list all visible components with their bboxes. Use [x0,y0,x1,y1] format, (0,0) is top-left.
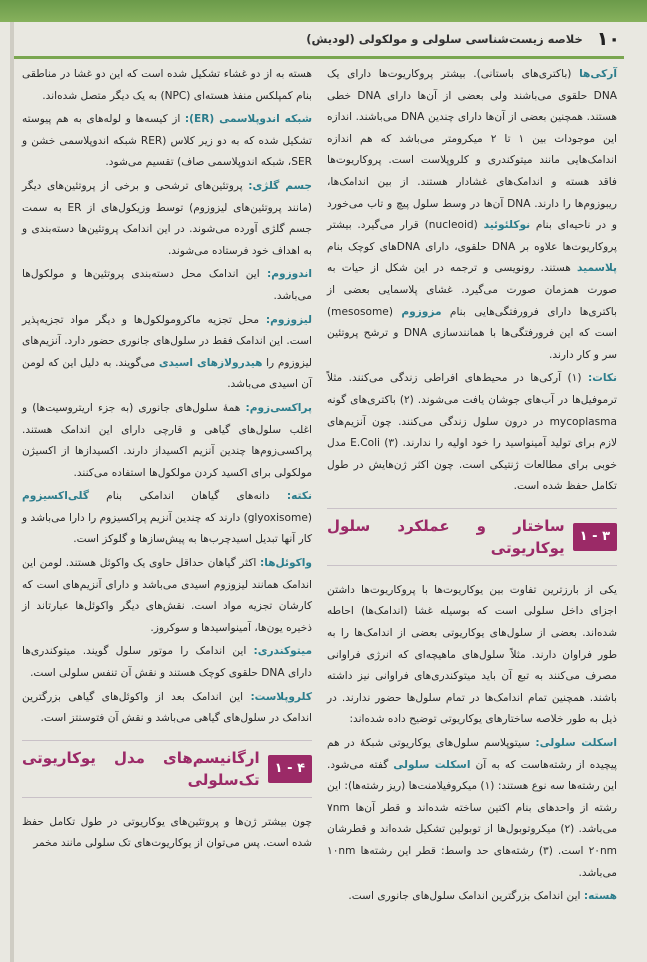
paragraph-model-organisms [22,812,312,855]
keyword: هیدرولازهای اسیدی [158,356,263,369]
body-text: (۱) آرکی‌ها در محیط‌های افراطی زندگی می‌کنند. مثلاً ترموفیل‌ها در آب‌های جوشان یافت می‌شوند. (۲) باکتری‌های گونه mycoplasma در درون سلول زندگی می‌کنند. چون آنزیم‌های لازم برای تولید آمینواسید را خود اولیه را ندارند. (۳) E.Coli مدل خوبی برای مطالعات ژنتیکی است. چون اکثر ژن‌هایش در طول تکامل حفظ شده است. [327,372,617,493]
running-title: خلاصه زیست‌شناسی سلولی و مولکولی (لودیش) [306,32,583,46]
paragraph-lysosome [22,310,312,396]
body-text: (باکتری‌های باستانی). بیشتر پروکاریوت‌ها دارای یک DNA حلقوی می‌باشند ولی بعضی از آن‌ها دارای DNA خطی هستند. همچنین بعضی از آن‌ها دارای چندین DNA می‌باشند. اندازه این موجودات بین ۱ تا ۲ میکرومتر می‌باشد که هم اندازه اندامک‌هایی مانند میتوکندری و کلروپلاست است. پروکاریوت‌ها فاقد هسته و اندامک‌های غشادار هستند. از بین اندامک‌ها، ریبوزوم‌ها را دارند. DNA آن‌ها در وسط سلول پیچ و تاب می‌خورد و در ناحیه‌ای بنام [327,68,617,232]
paragraph-archaea [327,64,617,366]
body-text: پروتئین‌های ترشحی و برخی از پروتئین‌های دیگر (مانند پروتئین‌های لیزوزوم) توسط وزیکول‌های از ER به سمت جسم گلژی آورده می‌شوند. در این اندامک پروتئین‌ها دسته‌بندی و به اهداف خود فرستاده می‌شوند. [22,179,312,257]
keyword: میتوکندری: [253,645,312,658]
paragraph-er [22,109,312,174]
body-text: این اندامک محل دسته‌بندی پروتئین‌ها و مولکول‌ها می‌باشد. [22,268,312,302]
body-text: (nucleoid) قرار می‌گیرد. بیشتر پروکاریوت‌ها علاوه بر DNA حلقوی، دارای DNAهای کوچک بنام [327,219,617,253]
body-text: چون بیشتر ژن‌ها و پروتئین‌های یوکاریوتی در طول تکامل حفظ شده است. پس می‌توان از یوکاریوت‌های تک سلولی مانند مخمر [22,815,312,850]
top-color-band [0,0,647,22]
paragraph-eukaryote-intro [327,580,617,731]
paragraph-chloroplast [22,687,312,730]
paragraph-vacuoles [22,553,312,639]
section-title: ارگانیسم‌های مدل یوکاریوتی تک‌سلولی [22,748,260,789]
keyword: پلاسمید [577,262,617,275]
page-edge [10,22,14,962]
keyword: پراکسی‌زوم: [245,401,312,414]
keyword: اسکلت سلولی [393,758,471,771]
left-column [22,64,312,857]
keyword: جسم گلژی: [248,179,312,192]
paragraph-nucleus [327,886,617,908]
body-text: می‌گویند. به دلیل این که لومن آن اسیدی می‌باشد. [22,356,312,391]
section-title: ساختار و عملکرد سلول یوکاریوتی [327,516,565,557]
paragraph-golgi [22,176,312,262]
body-text: (glyoxisome) دارند که چندین آنزیم پراکسیزوم را دارا می‌باشد و کار آنها تبدیل اسیدچرب‌ها به پیش‌سازها و گلوکز است. [22,511,312,546]
body-text: این اندامک بعد از واکوئل‌های گیاهی بزرگترین اندامک در سلول‌های گیاهی می‌باشد و نقش آن فتوسنتز است. [22,690,312,725]
body-text: همهٔ سلول‌های جانوری (به جزء اریتروسیت‌ها) و اغلب سلول‌های گیاهی و قارچی دارای این اندامک هستند. پراکسی‌زوم‌ها چندین آنزیم اکسیداز دارند. اکسیدازها از اکسیژن مولکولی برای اکسید کردن مولکول‌ها استفاده می‌کنند. [22,401,312,479]
section-heading-1-3 [327,508,617,566]
paragraph-mitochondria [22,641,312,684]
page-number: ۱۰ [596,28,620,50]
body-text: (mesosome) است که این فرورفتگی‌ها با همانندسازی DNA و ترشح پروتئین سر و کار دارند. [327,305,618,361]
body-text: این اندامک را موتور سلول گویند. میتوکندری‌ها دارای DNA حلقوی کوچک هستند و نقش آن تنفس سلولی است. [22,645,312,680]
keyword: نکات: [588,372,617,385]
paragraph-cytoskeleton [327,733,617,884]
body-text: سیتوپلاسم سلول‌های یوکاریوتی شبکهٔ در هم پیچیده از رشته‌هاست که به آن [327,737,618,771]
body-text: یکی از بارزترین تفاوت بین یوکاریوت‌ها با پروکاریوت‌ها داشتن اجزای داخل سلولی است که بوسیله غشا (اندامک‌ها) احاطه شده‌اند. بعضی از سلول‌های یوکاریوتی بعضی از اندامک‌ها را به طور فراوان دارند. مثلاً سلول‌های ماهیچه‌ای که انرژی فراوانی مصرف می‌کنند به تبع آن باید میتوکندری‌های فراوانی نیز داشته باشند. همچنین تمام اندامک‌ها در تمام سلول‌ها حضور ندارند. در ذیل به طور خلاصه ساختارهای یوکاریوتی توضیح داده شده‌اند: [327,583,617,726]
keyword: مزوزوم [401,305,442,318]
body-text: دانه‌های گیاهان اندامکی بنام [89,490,287,503]
keyword: لیزوزوم: [265,313,312,326]
keyword: اندوزوم: [267,268,312,281]
right-column [327,64,617,910]
body-text: از کیسه‌ها و لوله‌های به هم پیوسته تشکیل شده که به دو زیر کلاس (RER شبکه اندوپلاسمی خشن و SER، شبکه اندوپلاسمی صاف) تقسیم می‌شود. [22,113,312,169]
paragraph-peroxisome [22,398,312,484]
body-text: گفته می‌شود. این رشته‌ها سه نوع هستند: (۱) میکروفیلامنت‌ها (ریز رشته‌ها): این رشته از واحدهای بنام اکتین ساخته شده‌اند و قطر آن‌ها ۷nm می‌باشد. (۲) میکروتوبول‌ها از توبولین تشکیل شده‌اند و قطرشان ۲۰nm است. (۳) رشته‌های حد واسط: قطر این رشته‌ها ۱۰nm می‌باشد. [327,758,618,879]
paragraph-glyoxisome-note [22,486,312,551]
body-text: هسته به از دو غشاء تشکیل شده است که این دو غشا در مناطقی بنام کمپلکس منفذ هسته‌ای (NPC) به یک دیگر متصل شده‌اند. [22,68,312,102]
keyword: واکوئل‌ها: [259,557,312,570]
paragraph-nuclear-envelope [22,64,312,107]
section-number: ۴ - ۱ [268,755,312,783]
section-number: ۳ - ۱ [573,523,617,551]
keyword: آرکی‌ها [579,68,617,80]
section-heading-1-4 [22,740,312,798]
paragraph-notes [327,368,617,498]
body-text: محل تجزیه ماکرومولکول‌ها و دیگر مواد تجزیه‌پذیر است. این اندامک فقط در سلول‌های جانوری حضور دارد. آنزیم‌های لیزوزوم را [21,313,312,369]
keyword: گلی‌اکسیزوم [22,490,90,503]
body-text: هستند. رونویسی و ترجمه در این شکل از حیات به صورت همزمان صورت می‌گیرد. غشای پلاسمایی بعضی از باکتری‌ها دارای فرورفتگی‌هایی بنام [327,262,617,318]
page-header [14,22,624,59]
keyword: کلروپلاست: [250,690,312,703]
keyword: نکته: [286,490,312,503]
body-text: این اندامک بزرگترین اندامک سلول‌های جانوری است. [348,890,584,903]
keyword: شبکه اندوپلاسمی (ER): [184,113,312,126]
paragraph-endosome [22,264,312,307]
keyword: نوکلئوئید [483,219,531,232]
keyword: هسته: [583,890,617,903]
keyword: اسکلت سلولی: [535,737,617,750]
body-text: اکثر گیاهان حداقل حاوی یک واکوئل هستند. لومن این اندامک همانند لیزوزوم اسیدی می‌باشد و دارای آنزیم‌های است که کارشان تجزیه مواد است. نقش‌های دیگر واکوئل‌ها عبارتاند از ذخیره یون‌ها، آمینواسیدها و سوکروز. [22,557,312,634]
